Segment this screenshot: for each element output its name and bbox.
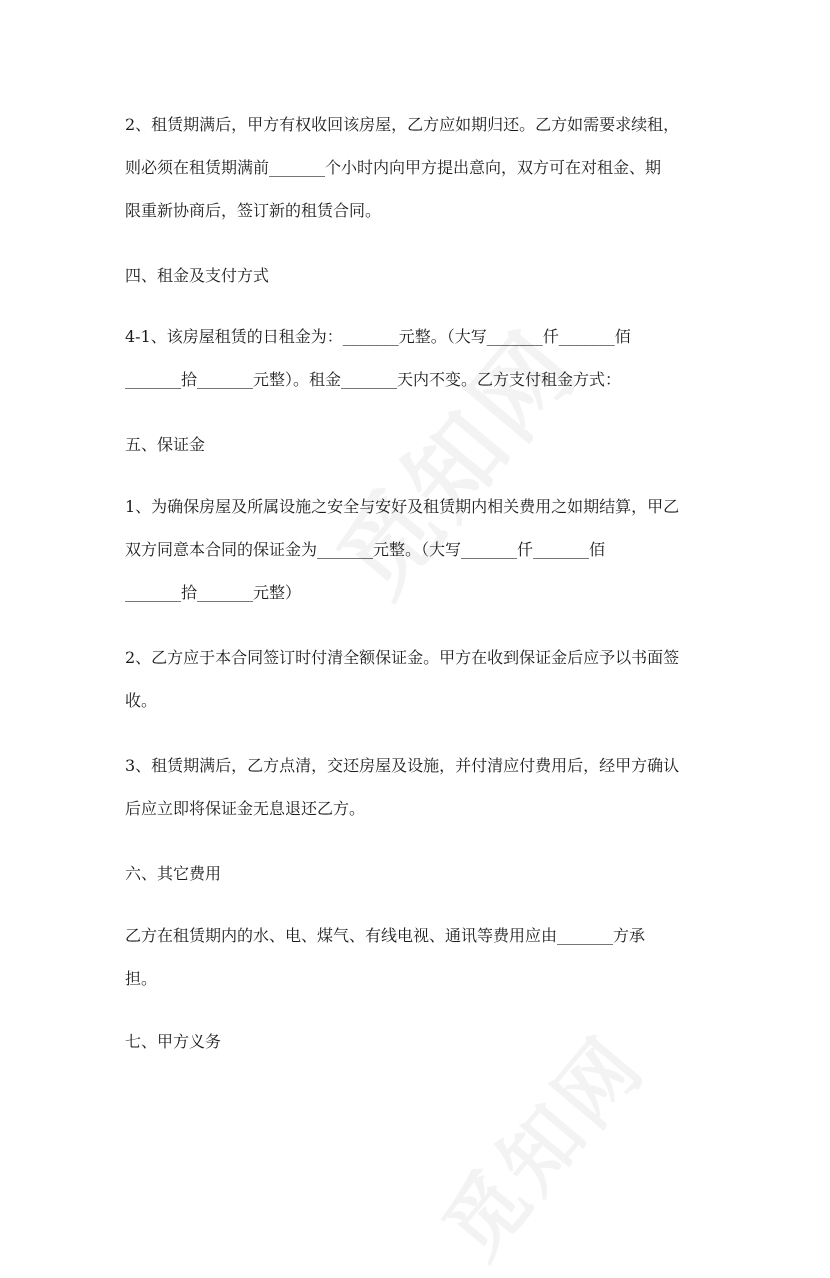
section-heading-party-a-obligations [125, 1020, 715, 1063]
paragraph-deposit-amount [125, 485, 715, 614]
section-heading-other-fees [125, 852, 715, 895]
paragraph-renewal [125, 103, 715, 232]
heading-text: 五、保证金 [125, 435, 206, 454]
text-line: _______拾_______元整）。租金_______天内不变。乙方支付租金方式： [125, 370, 622, 389]
text-line: 2、租赁期满后，甲方有权收回该房屋，乙方应如期归还。乙方如需要求续租， [125, 115, 680, 134]
text-line: 4-1、该房屋租赁的日租金为：_______元整。（大写_______仟_______佰 [125, 327, 631, 346]
text-line: 双方同意本合同的保证金为_______元整。（大写_______仟_______佰 [125, 540, 606, 559]
heading-text: 七、甲方义务 [125, 1032, 222, 1051]
heading-text: 六、其它费用 [125, 864, 222, 883]
text-line: 3、租赁期满后，乙方点清，交还房屋及设施，并付清应付费用后，经甲方确认 [125, 756, 680, 775]
text-line: _______拾_______元整） [125, 583, 302, 602]
paragraph-deposit-payment [125, 636, 715, 722]
heading-text: 四、租金及支付方式 [125, 266, 270, 285]
paragraph-utility-fees [125, 914, 715, 1000]
text-line: 后应立即将保证金无息退还乙方。 [125, 799, 366, 818]
text-line: 2、乙方应于本合同签订时付清全额保证金。甲方在收到保证金后应予以书面签 [125, 648, 680, 667]
section-heading-rent [125, 254, 715, 297]
text-line: 1、为确保房屋及所属设施之安全与安好及租赁期内相关费用之如期结算，甲乙 [125, 497, 680, 516]
text-line: 乙方在租赁期内的水、电、煤气、有线电视、通讯等费用应由_______方承 [125, 926, 646, 945]
text-line: 限重新协商后，签订新的租赁合同。 [125, 201, 382, 220]
section-heading-deposit [125, 423, 715, 466]
text-line: 收。 [125, 691, 158, 710]
paragraph-deposit-refund [125, 744, 715, 830]
paragraph-daily-rent [125, 315, 715, 401]
text-line: 担。 [125, 969, 158, 988]
text-line: 则必须在租赁期满前_______个小时内向甲方提出意向，双方可在对租金、期 [125, 158, 662, 177]
